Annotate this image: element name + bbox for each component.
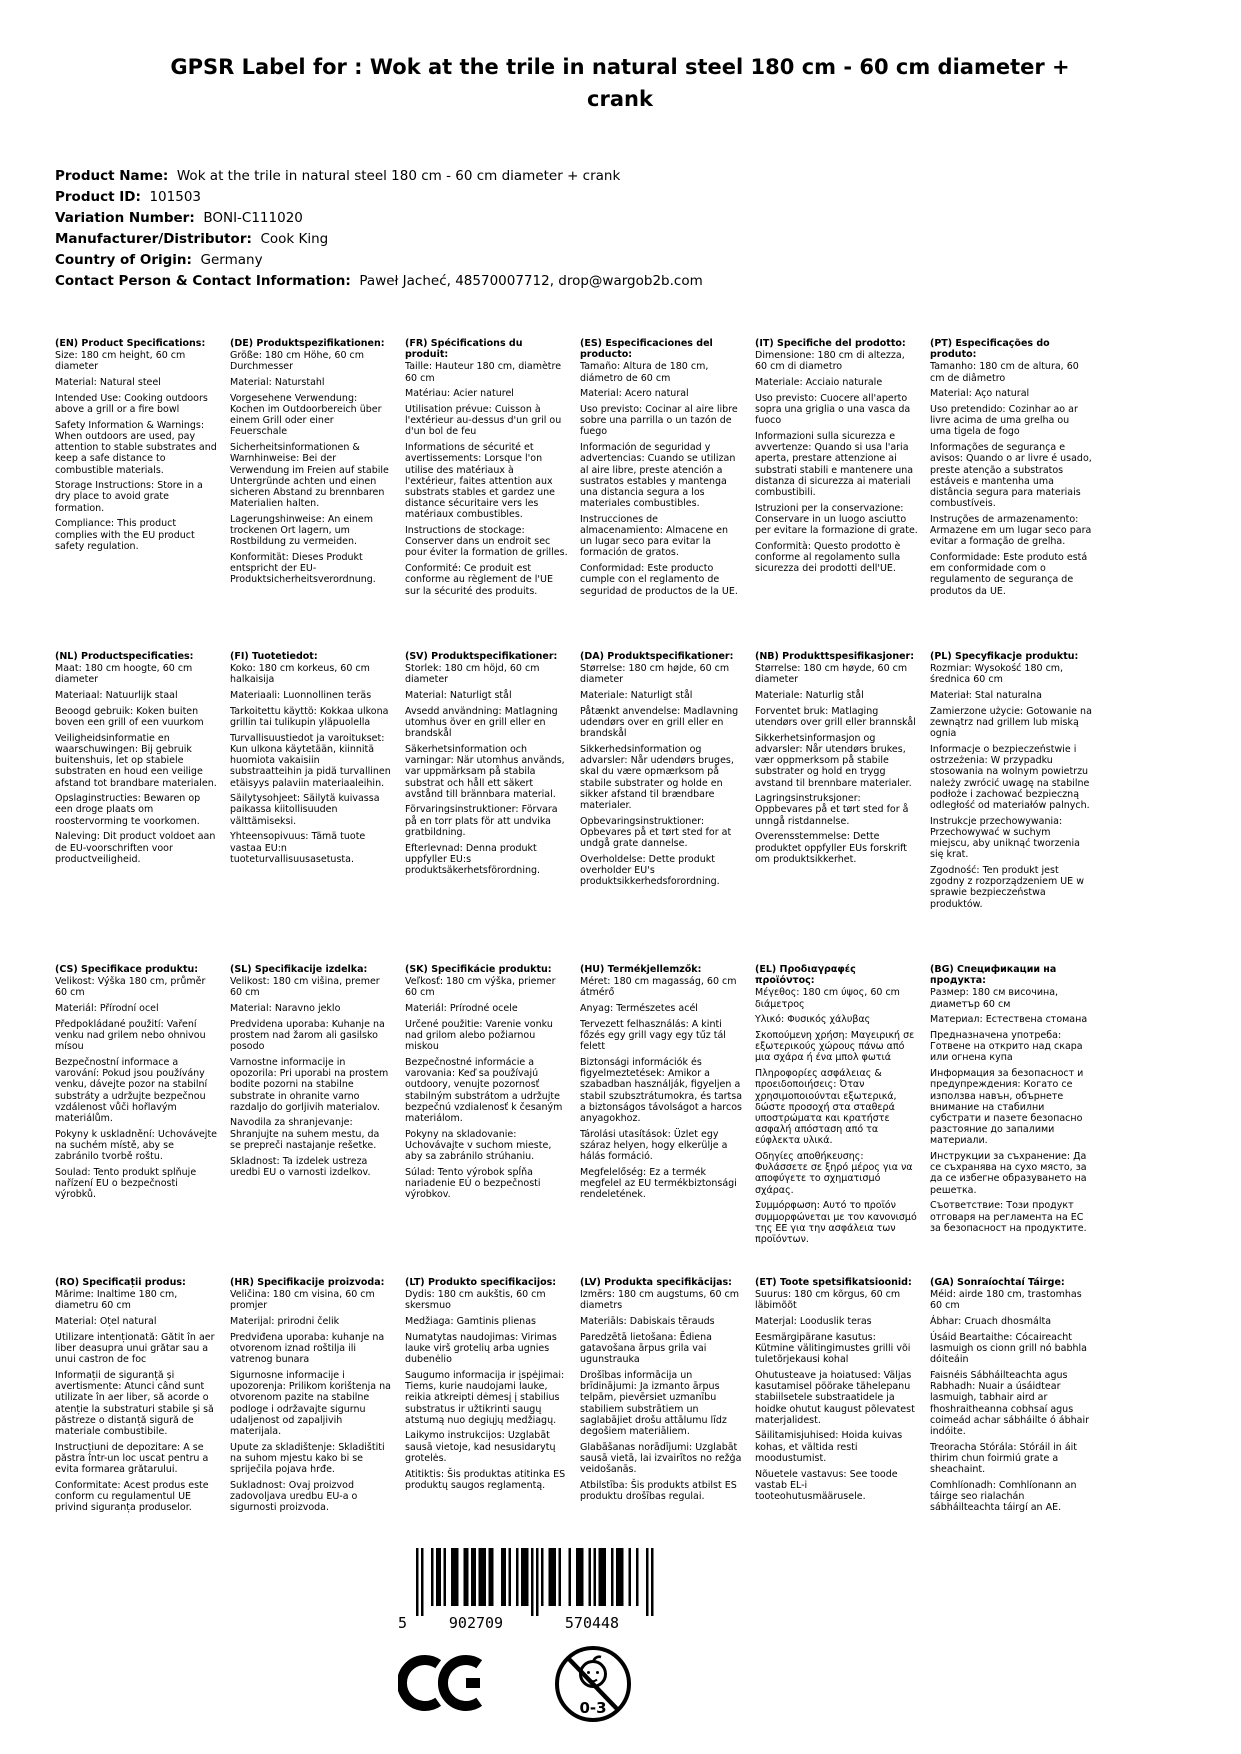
spec-paragraph: Utilizare intenționată: Gătit în aer liber deasupra unui grătar sau a unui castron de foc	[55, 1331, 215, 1366]
spec-paragraph: Predviđena uporaba: kuhanje na otvorenom iznad roštilja ili vatrenog bunara	[230, 1331, 385, 1366]
spec-paragraph: Bezpečnostné informácie a varovania: Keď sa používajú outdoory, venujte pozornosť stabilným substrátom a udržujte bezpečnú vzdialenosť k česaným materiálom.	[405, 1056, 563, 1124]
spec-paragraph: Opbevaringsinstruktioner: Opbevares på et tørt sted for at undgå grate dannelse.	[580, 815, 732, 850]
spec-heading: (DA) Produktspecifikationer:	[580, 651, 734, 662]
spec-block	[230, 338, 393, 651]
spec-block	[405, 964, 568, 1277]
product-info-value: BONI-C111020	[194, 210, 303, 226]
spec-paragraph: Πληροφορίες ασφάλειας & προειδοποιήσεις: Όταν χρησιμοποιούνται εξωτερικά, δώστε προσοχή στα σταθερά υποστρώματα και κρατήστε ασφαλή απόσταση από τα εύφλεκτα υλικά.	[755, 1068, 897, 1147]
spec-paragraph: Dimensione: 180 cm di altezza, 60 cm di diametro	[755, 350, 905, 373]
spec-paragraph: Σκοπούμενη χρήση: Μαγειρική σε εξωτερικούς χώρους πάνω από μια σχάρα ή ένα μπολ φωτιά	[755, 1030, 915, 1064]
spec-block	[930, 651, 1093, 964]
spec-paragraph: Velikost: Výška 180 cm, průměr 60 cm	[55, 976, 206, 999]
spec-paragraph: Størrelse: 180 cm høyde, 60 cm diameter	[755, 663, 908, 686]
spec-block	[930, 1277, 1093, 1590]
spec-paragraph: Materiale: Acciaio naturale	[755, 377, 883, 389]
spec-paragraph: Materiale: Naturlig stål	[755, 690, 864, 702]
age-warning-text: 0-3	[579, 1699, 607, 1717]
spec-paragraph: Atitiktis: Šis produktas atitinka ES produktų saugos reglamentą.	[405, 1468, 566, 1491]
spec-paragraph: Pokyny na skladovanie: Uchovávajte v suchom mieste, aby sa zabránilo strúhaniu.	[405, 1128, 552, 1163]
spec-paragraph: Veiligheidsinformatie en waarschuwingen: Bij gebruik buitenshuis, let op stabiele substraten en houd een veilige afstand tot brandbare materialen.	[55, 732, 217, 789]
product-info-row	[55, 271, 1055, 292]
spec-paragraph: Størrelse: 180 cm højde, 60 cm diameter	[580, 663, 730, 686]
spec-paragraph: Efterlevnad: Denna produkt uppfyller EU:s produktsäkerhetsförordning.	[405, 842, 541, 876]
spec-block	[405, 1277, 568, 1590]
spec-paragraph: Conformidade: Este produto está em conformidade com o regulamento de segurança de produtos da UE.	[930, 551, 1088, 597]
spec-paragraph: Drošības informācija un brīdinājumi: Ja izmanto ārpus telpām, pievērsiet uzmanību stabiliem substrātiem un saglabājiet drošu attālumu līdz degošiem materiāliem.	[580, 1369, 727, 1437]
spec-heading: (LV) Produkta specifikācijas:	[580, 1277, 732, 1288]
specs-grid	[55, 338, 1095, 1590]
spec-paragraph: Beoogd gebruik: Koken buiten boven een grill of een vuurkom	[55, 705, 204, 729]
spec-paragraph: Overholdelse: Dette produkt overholder EU's produktsikkerhedsforordning.	[580, 853, 720, 888]
spec-block	[755, 651, 918, 964]
age-warning-icon	[552, 1632, 634, 1740]
spec-paragraph: Comhlíonadh: Comhlíonann an táirge seo rialachán sábháilteachta táirgí an AE.	[930, 1479, 1077, 1514]
spec-paragraph: Uso previsto: Cuocere all'aperto sopra una griglia o una vasca da fuoco	[755, 392, 911, 427]
spec-paragraph: Méret: 180 cm magasság, 60 cm átmérő	[580, 976, 737, 999]
spec-paragraph: Materiál: Přírodní ocel	[55, 1003, 159, 1015]
ce-mark-icon	[398, 1652, 498, 1714]
spec-paragraph: Materiaali: Luonnollinen teräs	[230, 690, 372, 702]
spec-paragraph: Tárolási utasítások: Üzlet egy száraz helyen, hogy elkerülje a hálás formáció.	[580, 1128, 728, 1163]
spec-paragraph: Sukladnost: Ovaj proizvod zadovoljava uredbu EU-a o sigurnosti proizvoda.	[230, 1479, 358, 1514]
spec-paragraph: Uso previsto: Cocinar al aire libre sobre una parrilla o un tazón de fuego	[580, 404, 738, 438]
spec-paragraph: Material: Acero natural	[580, 388, 689, 400]
spec-heading: (SV) Produktspecifikationer:	[405, 651, 558, 662]
product-info-label: Variation Number:	[55, 210, 195, 226]
product-info	[55, 166, 1055, 292]
spec-paragraph: Varnostne informacije in opozorila: Pri uporabi na prostem bodite pozorni na stabilne substrate in ohranite varno razdaljo do gorljivih materialov.	[230, 1056, 389, 1113]
spec-paragraph: Koko: 180 cm korkeus, 60 cm halkaisija	[230, 663, 370, 686]
spec-paragraph: Safety Information & Warnings: When outdoors are used, pay attention to stable substrates and keep a safe distance to combustible materials.	[55, 419, 217, 476]
spec-block	[755, 338, 918, 651]
spec-paragraph: Material: Natural steel	[55, 377, 161, 389]
spec-paragraph: Sikkerhedsinformation og advarsler: Når udendørs bruges, skal du være opmærksom på stabile substrater og holde en sikker afstand til brændbare materialer.	[580, 743, 734, 811]
spec-paragraph: Veličina: 180 cm visina, 60 cm promjer	[230, 1289, 375, 1312]
spec-heading: (BG) Спецификации на продукта:	[930, 964, 1057, 987]
spec-paragraph: Материал: Естествена стомана	[930, 1014, 1088, 1026]
spec-paragraph: Laikymo instrukcijos: Uzglabāt sausā vietoje, kad nesusidarytų grotelės.	[405, 1430, 556, 1464]
spec-heading: (SK) Špecifikácie produktu:	[405, 964, 552, 975]
spec-paragraph: Konformität: Dieses Produkt entspricht der EU-Produktsicherheitsverordnung.	[230, 551, 376, 586]
spec-paragraph: Tarkoitettu käyttö: Kokkaa ulkona grillin tai tulikupin yläpuolella	[230, 705, 389, 729]
spec-block	[580, 338, 743, 651]
spec-paragraph: Taille: Hauteur 180 cm, diamètre 60 cm	[405, 361, 562, 384]
barcode-digit-right: 570448	[564, 1614, 620, 1632]
spec-paragraph: Yhteensopivuus: Tämä tuote vastaa EU:n tuoteturvallisuusasetusta.	[230, 831, 366, 865]
spec-paragraph: Navodila za shranjevanje: Shranjujte na suhem mestu, da se prepreči nastajanje rešetke.	[230, 1117, 380, 1151]
spec-paragraph: Saugumo informacija ir įspėjimai: Tiems, kurie naudojami lauke, reikia atkreipti dėmesį į stabilius substratus ir užtikrinti saugų atstumą nuo degiųjų medžiagų.	[405, 1369, 565, 1426]
spec-paragraph: Mărime: Inaltime 180 cm, diametru 60 cm	[55, 1289, 178, 1312]
product-info-value: Germany	[191, 252, 263, 268]
spec-block	[55, 338, 218, 651]
spec-paragraph: Größe: 180 cm Höhe, 60 cm Durchmesser	[230, 350, 365, 373]
spec-block	[55, 1277, 218, 1590]
spec-paragraph: Υλικό: Φυσικός χάλυβας	[755, 1014, 871, 1026]
spec-paragraph: Predvidena uporaba: Kuhanje na prostem nad žarom ali gasilsko posodo	[230, 1018, 385, 1053]
spec-paragraph: Instruções de armazenamento: Armazene em um lugar seco para evitar a formação de grelha.	[930, 513, 1092, 548]
spec-paragraph: Οδηγίες αποθήκευσης: Φυλάσσετε σε ξηρό μέρος για να αποφύγετε το σχηματισμό σχάρας.	[755, 1151, 913, 1196]
spec-paragraph: Storlek: 180 cm höjd, 60 cm diameter	[405, 663, 540, 686]
spec-heading: (SL) Specifikacije izdelka:	[230, 964, 368, 975]
spec-paragraph: Material: Naturligt stål	[405, 690, 512, 702]
spec-paragraph: Biztonsági információk és figyelmeztetések: Amikor a szabadban használják, figyeljen a stabil szubsztrátumokra, és tartsa a biztonságos távolságot a harcos anyagokhoz.	[580, 1056, 743, 1124]
spec-paragraph: Säilitamisjuhised: Hoida kuivas kohas, et vältida resti moodustumist.	[755, 1430, 903, 1464]
spec-paragraph: Påtænkt anvendelse: Madlavning udendørs over en grill eller en brandskål	[580, 705, 739, 740]
spec-paragraph: Materiál: Prírodné ocele	[405, 1003, 518, 1015]
spec-paragraph: Ábhar: Cruach dhosmálta	[930, 1316, 1052, 1328]
spec-block	[930, 964, 1093, 1277]
spec-paragraph: Zamierzone użycie: Gotowanie na zewnątrz nad grillem lub miską ognia	[930, 705, 1092, 740]
spec-paragraph: Lagringsinstruksjoner: Oppbevares på et tørt sted for å unngå ristdannelse.	[755, 793, 909, 827]
spec-heading: (HU) Termékjellemzők:	[580, 964, 702, 975]
spec-paragraph: Instrucciones de almacenamiento: Almacene en un lugar seco para evitar la formación de gratos.	[580, 513, 728, 559]
spec-paragraph: Compliance: This product complies with the EU product safety regulation.	[55, 518, 195, 552]
spec-block	[755, 1277, 918, 1590]
spec-paragraph: Uso pretendido: Cozinhar ao ar livre acima de uma grelha ou uma tigela de fogo	[930, 404, 1078, 438]
spec-paragraph: Instrucțiuni de depozitare: A se păstra într-un loc uscat pentru a evita formarea grătarului.	[55, 1441, 209, 1476]
spec-paragraph: Naleving: Dit product voldoet aan de EU-voorschriften voor productveiligheid.	[55, 831, 216, 865]
spec-paragraph: Инструкции за съхранение: Да се съхранява на сухо място, за да се избегне образуването на решетка.	[930, 1151, 1087, 1196]
product-info-value: Wok at the trile in natural steel 180 cm - 60 cm diameter + crank	[168, 168, 621, 184]
spec-paragraph: Medžiaga: Gamtinis plienas	[405, 1316, 536, 1328]
spec-heading: (FR) Spécifications du produit:	[405, 338, 523, 361]
spec-paragraph: Matériau: Acier naturel	[405, 388, 514, 400]
spec-paragraph: Tervezett felhasználás: A kinti főzés egy grill vagy egy tűz tál felett	[580, 1018, 726, 1053]
spec-paragraph: Lagerungshinweise: An einem trockenen Ort lagern, um Rostbildung zu vermeiden.	[230, 513, 374, 548]
spec-paragraph: Informações de segurança e avisos: Quando o ar livre é usado, preste atenção a substratos estáveis e mantenha uma distância segura para materiais combustíveis.	[930, 442, 1092, 510]
spec-paragraph: Μέγεθος: 180 cm ύψος, 60 cm διάμετρος	[755, 987, 900, 1010]
spec-paragraph: Material: Aço natural	[930, 388, 1030, 400]
product-info-row	[55, 166, 1055, 187]
spec-block	[405, 338, 568, 651]
ean13-barcode	[390, 1548, 680, 1632]
spec-paragraph: Eesmärgipärane kasutus: Kütmine välitingimustes grilli või tuletõrjekausi kohal	[755, 1331, 911, 1366]
spec-paragraph: Информация за безопасност и предупреждения: Когато се използва навън, обърнете внимание на стабилни субстрати и пазете безопасно разстояние до запалими материали.	[930, 1068, 1084, 1147]
spec-paragraph: Skladnost: Ta izdelek ustreza uredbi EU o varnosti izdelkov.	[230, 1155, 371, 1178]
spec-paragraph: Conformité: Ce produit est conforme au règlement de l'UE sur la sécurité des produits.	[405, 563, 553, 597]
spec-heading: (NL) Productspecificaties:	[55, 651, 194, 662]
spec-paragraph: Instructions de stockage: Conserver dans un endroit sec pour éviter la formation de grilles.	[405, 525, 568, 559]
spec-paragraph: Soulad: Tento produkt splňuje nařízení EU o bezpečnosti výrobků.	[55, 1166, 197, 1201]
spec-paragraph: Istruzioni per la conservazione: Conservare in un luogo asciutto per evitare la formazione di grate.	[755, 502, 918, 537]
spec-block	[55, 651, 218, 964]
product-info-label: Product Name:	[55, 168, 169, 184]
spec-paragraph: Maat: 180 cm hoogte, 60 cm diameter	[55, 663, 193, 686]
spec-paragraph: Conformidad: Este producto cumple con el reglamento de seguridad de productos de la UE.	[580, 563, 738, 597]
product-info-label: Contact Person & Contact Information:	[55, 273, 351, 289]
spec-paragraph: Glabāšanas norādījumi: Uzglabāt sausā vietā, lai izvairītos no režģa veidošanās.	[580, 1441, 742, 1476]
spec-paragraph: Rozmiar: Wysokość 180 cm, średnica 60 cm	[930, 663, 1064, 686]
spec-paragraph: Materiale: Naturligt stål	[580, 690, 693, 702]
spec-paragraph: Säilytysohjeet: Säilytä kuivassa paikassa kiitollisuuden välttämiseksi.	[230, 793, 380, 827]
barcode-bars	[416, 1548, 654, 1616]
spec-paragraph: Forventet bruk: Matlaging utendørs over grill eller brannskål	[755, 705, 916, 729]
spec-block	[230, 651, 393, 964]
spec-heading: (PT) Especificações do produto:	[930, 338, 1050, 361]
product-info-label: Manufacturer/Distributor:	[55, 231, 252, 247]
spec-block	[580, 651, 743, 964]
spec-paragraph: Предназначена употреба: Готвене на открито над скара или огнена купа	[930, 1030, 1083, 1064]
spec-heading: (ET) Toote spetsifikatsioonid:	[755, 1277, 912, 1288]
spec-block	[405, 651, 568, 964]
spec-paragraph: Materiaal: Natuurlijk staal	[55, 690, 178, 702]
spec-block	[230, 1277, 393, 1590]
spec-paragraph: Paredzētā lietošana: Ēdiena gatavošana ārpus grila vai ugunstrauka	[580, 1331, 712, 1366]
spec-paragraph: Съответствие: Този продукт отговаря на регламента на ЕС за безопасност на продуктите.	[930, 1200, 1087, 1234]
product-info-row	[55, 229, 1055, 250]
spec-paragraph: Tamaño: Altura de 180 cm, diámetro de 60 cm	[580, 361, 709, 384]
spec-paragraph: Material: Oțel natural	[55, 1316, 157, 1328]
spec-paragraph: Úsáid Beartaithe: Cócaireacht lasmuigh os cionn grill nó babhla dóiteáin	[930, 1331, 1088, 1366]
product-info-label: Product ID:	[55, 189, 141, 205]
product-info-value: Cook King	[251, 231, 329, 247]
spec-paragraph: Conformità: Questo prodotto è conforme al regolamento sulla sicurezza dei prodotti dell'UE.	[755, 540, 901, 575]
spec-paragraph: Informacje o bezpieczeństwie i ostrzeżenia: W przypadku stosowania na wolnym powietrzu należy zwrócić uwagę na stabilne podłoże i zachować bezpieczną odległość od materiałów palnych.	[930, 743, 1090, 811]
product-info-row	[55, 208, 1055, 229]
spec-heading: (IT) Specifiche del prodotto:	[755, 338, 906, 349]
spec-heading: (GA) Sonraíochtaí Táirge:	[930, 1277, 1065, 1288]
spec-block	[580, 1277, 743, 1590]
spec-paragraph: Pokyny k uskladnění: Uchovávejte na suchém místě, aby se zabránilo tvorbě roštu.	[55, 1128, 218, 1163]
spec-paragraph: Size: 180 cm height, 60 cm diameter	[55, 350, 186, 373]
barcode-digit-mid: 902709	[448, 1614, 504, 1632]
spec-block	[580, 964, 743, 1277]
spec-paragraph: Anyag: Természetes acél	[580, 1003, 698, 1015]
spec-paragraph: Materiāls: Dabiskais tērauds	[580, 1316, 715, 1328]
spec-paragraph: Storage Instructions: Store in a dry place to avoid grate formation.	[55, 480, 203, 514]
spec-block	[755, 964, 918, 1277]
spec-paragraph: Sicherheitsinformationen & Warnhinweise: Bei der Verwendung im Freien auf stabile Untergründe achten und einen sicheren Abstand zu brennbaren Materialien halten.	[230, 442, 389, 510]
spec-paragraph: Faisnéis Sábháilteachta agus Rabhadh: Nuair a úsáidtear lasmuigh, tabhair aird ar fhoshraitheanna cobhsaí agus coimeád achar sábháilte ó ábhair indóite.	[930, 1369, 1090, 1437]
spec-block	[930, 338, 1093, 651]
spec-paragraph: Material: Naturstahl	[230, 377, 325, 389]
ean13-barcode-svg	[390, 1548, 680, 1632]
product-info-value: Paweł Jacheć, 48570007712, drop@wargob2b.com	[350, 273, 703, 289]
spec-paragraph: Material: Naravno jeklo	[230, 1003, 341, 1015]
spec-paragraph: Upute za skladištenje: Skladištiti na suhom mjestu kako bi se spriječila pojava hrđe.	[230, 1441, 385, 1476]
spec-paragraph: Izmērs: 180 cm augstums, 60 cm diametrs	[580, 1289, 740, 1312]
page-title: GPSR Label for : Wok at the trile in natural steel 180 cm - 60 cm diameter + crank	[170, 55, 1070, 111]
spec-paragraph: Materjal: Looduslik teras	[755, 1316, 872, 1328]
spec-paragraph: Dydis: 180 cm aukštis, 60 cm skersmuo	[405, 1289, 546, 1312]
spec-paragraph: Instrukcje przechowywania: Przechowywać w suchym miejscu, aby uniknąć tworzenia się krat.	[930, 815, 1080, 861]
spec-paragraph: Megfelelőség: Ez a termék megfelel az EU termékbiztonsági rendeletének.	[580, 1166, 737, 1201]
spec-paragraph: Informații de siguranță și avertismente: Atunci când sunt utilizate în aer liber, să acorde o atenție la substraturi stabile și să păstreze o distanță sigură de materiale combustibile.	[55, 1369, 214, 1437]
spec-paragraph: Súlad: Tento výrobok spĺňa nariadenie EÚ o bezpečnosti výrobkov.	[405, 1166, 541, 1201]
spec-paragraph: Suurus: 180 cm kõrgus, 60 cm läbimõõt	[755, 1289, 901, 1312]
spec-paragraph: Treoracha Stórála: Stóráil in áit thirim chun foirmiú grate a sheachaint.	[930, 1441, 1078, 1476]
spec-paragraph: Tamanho: 180 cm de altura, 60 cm de diâmetro	[930, 361, 1079, 384]
spec-block	[55, 964, 218, 1277]
spec-paragraph: Opslaginstructies: Bewaren op een droge plaats om roostervorming te voorkomen.	[55, 793, 201, 827]
spec-heading: (DE) Produktspezifikationen:	[230, 338, 385, 349]
spec-paragraph: Förvaringsinstruktioner: Förvara på en torr plats för att undvika gratbildning.	[405, 804, 558, 838]
spec-paragraph: Určené použitie: Varenie vonku nad grilom alebo požiarnou miskou	[405, 1018, 553, 1053]
spec-paragraph: Nõuetele vastavus: See toode vastab EL-i tooteohutusmäärusele.	[755, 1468, 898, 1502]
spec-heading: (RO) Specificații produs:	[55, 1277, 186, 1288]
spec-paragraph: Turvallisuustiedot ja varoitukset: Kun ulkona käytetään, kiinnitä huomiota vakaisiin substraatteihin ja pidä turvallinen etäisyys palaviin materiaaleihin.	[230, 732, 391, 789]
spec-paragraph: Bezpečnostní informace a varování: Pokud jsou používány venku, dávejte pozor na stabilní substráty a udržujte bezpečnou vzdálenost vůči hořlavým materiálům.	[55, 1056, 208, 1124]
spec-paragraph: Numatytas naudojimas: Virimas lauke virš grotelių arba ugnies dubenėlio	[405, 1331, 557, 1366]
spec-paragraph: Utilisation prévue: Cuisson à l'extérieur au-dessus d'un gril ou d'un bol de feu	[405, 404, 562, 438]
product-info-label: Country of Origin:	[55, 252, 192, 268]
spec-paragraph: Intended Use: Cooking outdoors above a grill or a fire bowl	[55, 392, 208, 416]
spec-paragraph: Zgodność: Ten produkt jest zgodny z rozporządzeniem UE w sprawie bezpieczeństwa produktów.	[930, 864, 1084, 910]
spec-paragraph: Συμμόρφωση: Αυτό το προϊόν συμμορφώνεται με τον κανονισμό της ΕΕ για την ασφάλεια των προϊόντων.	[755, 1200, 917, 1245]
spec-paragraph: Velikost: 180 cm višina, premer 60 cm	[230, 976, 380, 999]
spec-heading: (LT) Produkto specifikacijos:	[405, 1277, 557, 1288]
spec-block	[230, 964, 393, 1277]
spec-heading: (ES) Especificaciones del producto:	[580, 338, 713, 361]
spec-paragraph: Předpokládané použití: Vaření venku nad grilem nebo ohnivou mísou	[55, 1018, 206, 1053]
spec-paragraph: Información de seguridad y advertencias: Cuando se utilizan al aire libre, preste atención a sustratos estables y mantenga una distancia segura a los materiales combustibles.	[580, 442, 736, 510]
spec-paragraph: Conformitate: Acest produs este conform cu regulamentul UE privind siguranța produselor.	[55, 1479, 209, 1514]
spec-paragraph: Atbilstība: Šis produkts atbilst ES produktu drošības regulai.	[580, 1479, 737, 1502]
spec-paragraph: Overensstemmelse: Dette produktet oppfyller EUs forskrift om produktsikkerhet.	[755, 831, 908, 865]
product-info-row	[55, 187, 1055, 208]
spec-paragraph: Размер: 180 см височина, диаметър 60 см	[930, 987, 1059, 1010]
spec-heading: (HR) Specifikacije proizvoda:	[230, 1277, 385, 1288]
spec-paragraph: Sigurnosne informacije i upozorenja: Prilikom korištenja na otvorenom pazite na stabilne podloge i održavajte sigurnu udaljenost od zapaljivih materijala.	[230, 1369, 391, 1437]
spec-paragraph: Vorgesehene Verwendung: Kochen im Outdoorbereich über einem Grill oder einer Feuerschale	[230, 392, 382, 438]
spec-paragraph: Materiał: Stal naturalna	[930, 690, 1042, 702]
spec-heading: (PL) Specyfikacje produktu:	[930, 651, 1079, 662]
spec-paragraph: Sikkerhetsinformasjon og advarsler: Når utendørs brukes, vær oppmerksom på stabile substrater og hold en trygg avstand til brennbare materialer.	[755, 732, 912, 789]
spec-paragraph: Ohutusteave ja hoiatused: Väljas kasutamisel pöörake tähelepanu stabiilsetele substraatidele ja hoidke ohutut kaugust põlevatest materjalidest.	[755, 1369, 915, 1426]
spec-paragraph: Informazioni sulla sicurezza e avvertenze: Quando si usa l'aria aperta, prestare attenzione ai substrati stabili e mantenere una distanza di sicurezza ai materiali combustibili.	[755, 430, 914, 498]
barcode-digit-left: 5	[398, 1614, 408, 1632]
spec-paragraph: Informations de sécurité et avertissements: Lorsque l'on utilise des matériaux à l'extérieur, faites attention aux substrats stables et gardez une distance sécuritaire vers les matériaux combustibles.	[405, 442, 556, 521]
spec-paragraph: Méid: airde 180 cm, trastomhas 60 cm	[930, 1289, 1082, 1312]
spec-heading: (CS) Specifikace produktu:	[55, 964, 199, 975]
spec-paragraph: Säkerhetsinformation och varningar: När utomhus används, var uppmärksam på stabila substrat och håll ett säkert avstånd till brännbara material.	[405, 743, 565, 800]
spec-heading: (FI) Tuotetiedot:	[230, 651, 318, 662]
product-info-value: 101503	[140, 189, 202, 205]
product-info-row	[55, 250, 1055, 271]
spec-heading: (EN) Product Specifications:	[55, 338, 206, 349]
spec-paragraph: Avsedd användning: Matlagning utomhus över en grill eller en brandskål	[405, 705, 558, 740]
spec-heading: (EL) Προδιαγραφές προϊόντος:	[755, 964, 856, 987]
spec-heading: (NB) Produkttspesifikasjoner:	[755, 651, 915, 662]
spec-paragraph: Veľkosť: 180 cm výška, priemer 60 cm	[405, 976, 556, 999]
spec-paragraph: Materijal: prirodni čelik	[230, 1316, 340, 1328]
